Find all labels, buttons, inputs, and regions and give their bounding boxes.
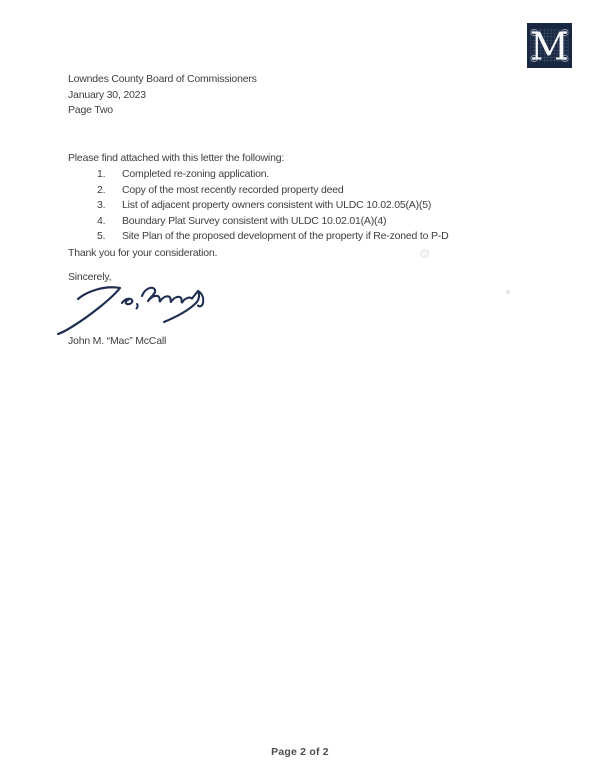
scan-speck [506,290,510,294]
closing-line: Sincerely, [68,271,112,283]
scan-speck [420,249,429,258]
list-item-text: Completed re-zoning application. [122,168,270,180]
attachment-list [68,167,448,245]
letter-header [68,72,257,119]
m-monogram-icon [527,23,572,68]
date-line: January 30, 2023 [68,88,146,101]
list-item-text: List of adjacent property owners consistent with ULDC 10.02.05(A)(5) [122,199,432,211]
m-monogram-logo [527,23,572,68]
signer-name: John M. “Mac” McCall [68,335,167,347]
logo-letter: M [530,24,569,68]
list-item-text: Site Plan of the proposed development of the property if Re-zoned to P-D [122,230,449,242]
list-item [68,214,448,230]
list-item-text: Boundary Plat Survey consistent with ULDC 10.02.01(A)(4) [122,214,387,227]
list-item [68,183,448,199]
list-item [68,229,448,245]
list-item-number: 4. [97,214,106,227]
recipient-line: Lowndes County Board of Commissioners [68,73,257,85]
list-item [68,198,448,214]
page-indicator: Page 2 of 2 [271,746,329,758]
intro-line: Please find attached with this letter the following: [68,152,285,164]
page-label-line: Page Two [68,104,113,116]
signature-ink-icon [56,284,214,338]
list-item [68,167,448,183]
list-item-number: 1. [97,168,106,180]
list-item-number: 5. [97,230,106,242]
thanks-line: Thank you for your consideration. [68,247,218,259]
list-item-number: 3. [97,199,106,211]
list-item-number: 2. [97,183,106,196]
list-item-text: Copy of the most recently recorded property deed [122,183,344,196]
signature [56,284,214,338]
